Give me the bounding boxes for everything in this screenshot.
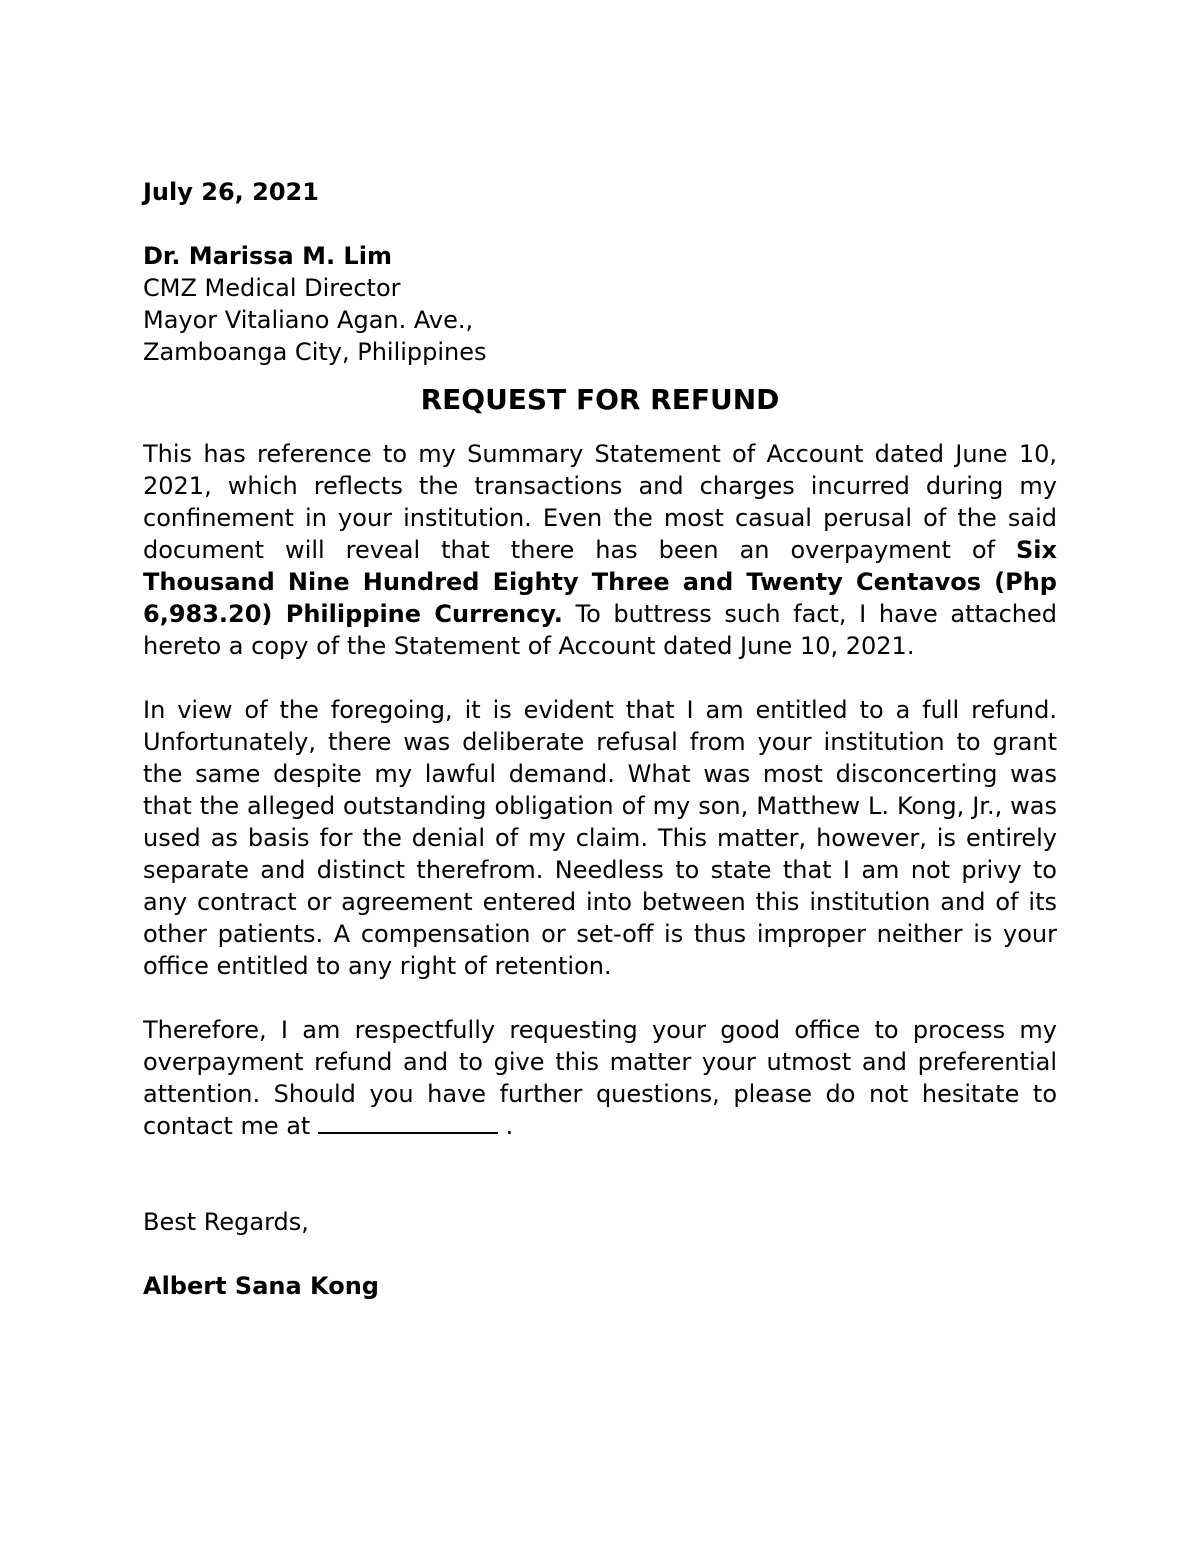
- signatory-name: Albert Sana Kong: [143, 1272, 379, 1300]
- body-paragraph-3: [143, 1014, 1057, 1142]
- paragraph-1-text-after: To buttress such fact, I have attached hereto a copy of the Statement of Account dated June 10, 2021.: [143, 600, 1058, 660]
- body-paragraph-1: [143, 438, 1057, 662]
- recipient-address-line2: Zamboanga City, Philippines: [143, 338, 487, 366]
- paragraph-3-text: Therefore, I am respectfully requesting your good office to process my overpayment refund and to give this matter your utmost and preferential attention. Should you have further questions, please do not hesitate to contact me at: [143, 1016, 1057, 1140]
- recipient-name: Dr. Marissa M. Lim: [143, 242, 392, 270]
- recipient-block: [143, 240, 1057, 368]
- overpayment-amount: Six Thousand Nine Hundred Eighty Three and Twenty Centavos (Php 6,983.20) Philippine Currency.: [143, 536, 1057, 628]
- body-paragraph-2: In view of the foregoing, it is evident that I am entitled to a full refund. Unfortunately, there was deliberate refusal from your institution to grant the same despite my lawful demand. What was most disconcerting was that the alleged outstanding obligation of my son, Matthew L. Kong, Jr., was used as basis for the denial of my claim. This matter, however, is entirely separate and distinct therefrom. Needless to state that I am not privy to any contract or agreement entered into between this institution and of its other patients. A compensation or set-off is thus improper neither is your office entitled to any right of retention.: [143, 696, 1057, 980]
- contact-blank-line: [318, 1110, 498, 1134]
- letter-date: July 26, 2021: [143, 178, 319, 206]
- closing-salutation: Best Regards,: [143, 1208, 309, 1236]
- letter-subject: REQUEST FOR REFUND: [420, 383, 780, 416]
- paragraph-1-text-before: This has reference to my Summary Statement of Account dated June 10, 2021, which reflects the transactions and charges incurred during my confinement in your institution. Even the most casual perusal of the said document will reveal that there has been an overpayment of: [143, 440, 1057, 564]
- recipient-address-line1: Mayor Vitaliano Agan. Ave.,: [143, 306, 474, 334]
- paragraph-3-end: .: [497, 1112, 514, 1140]
- recipient-title: CMZ Medical Director: [143, 274, 401, 302]
- letter-page: [143, 176, 1057, 1302]
